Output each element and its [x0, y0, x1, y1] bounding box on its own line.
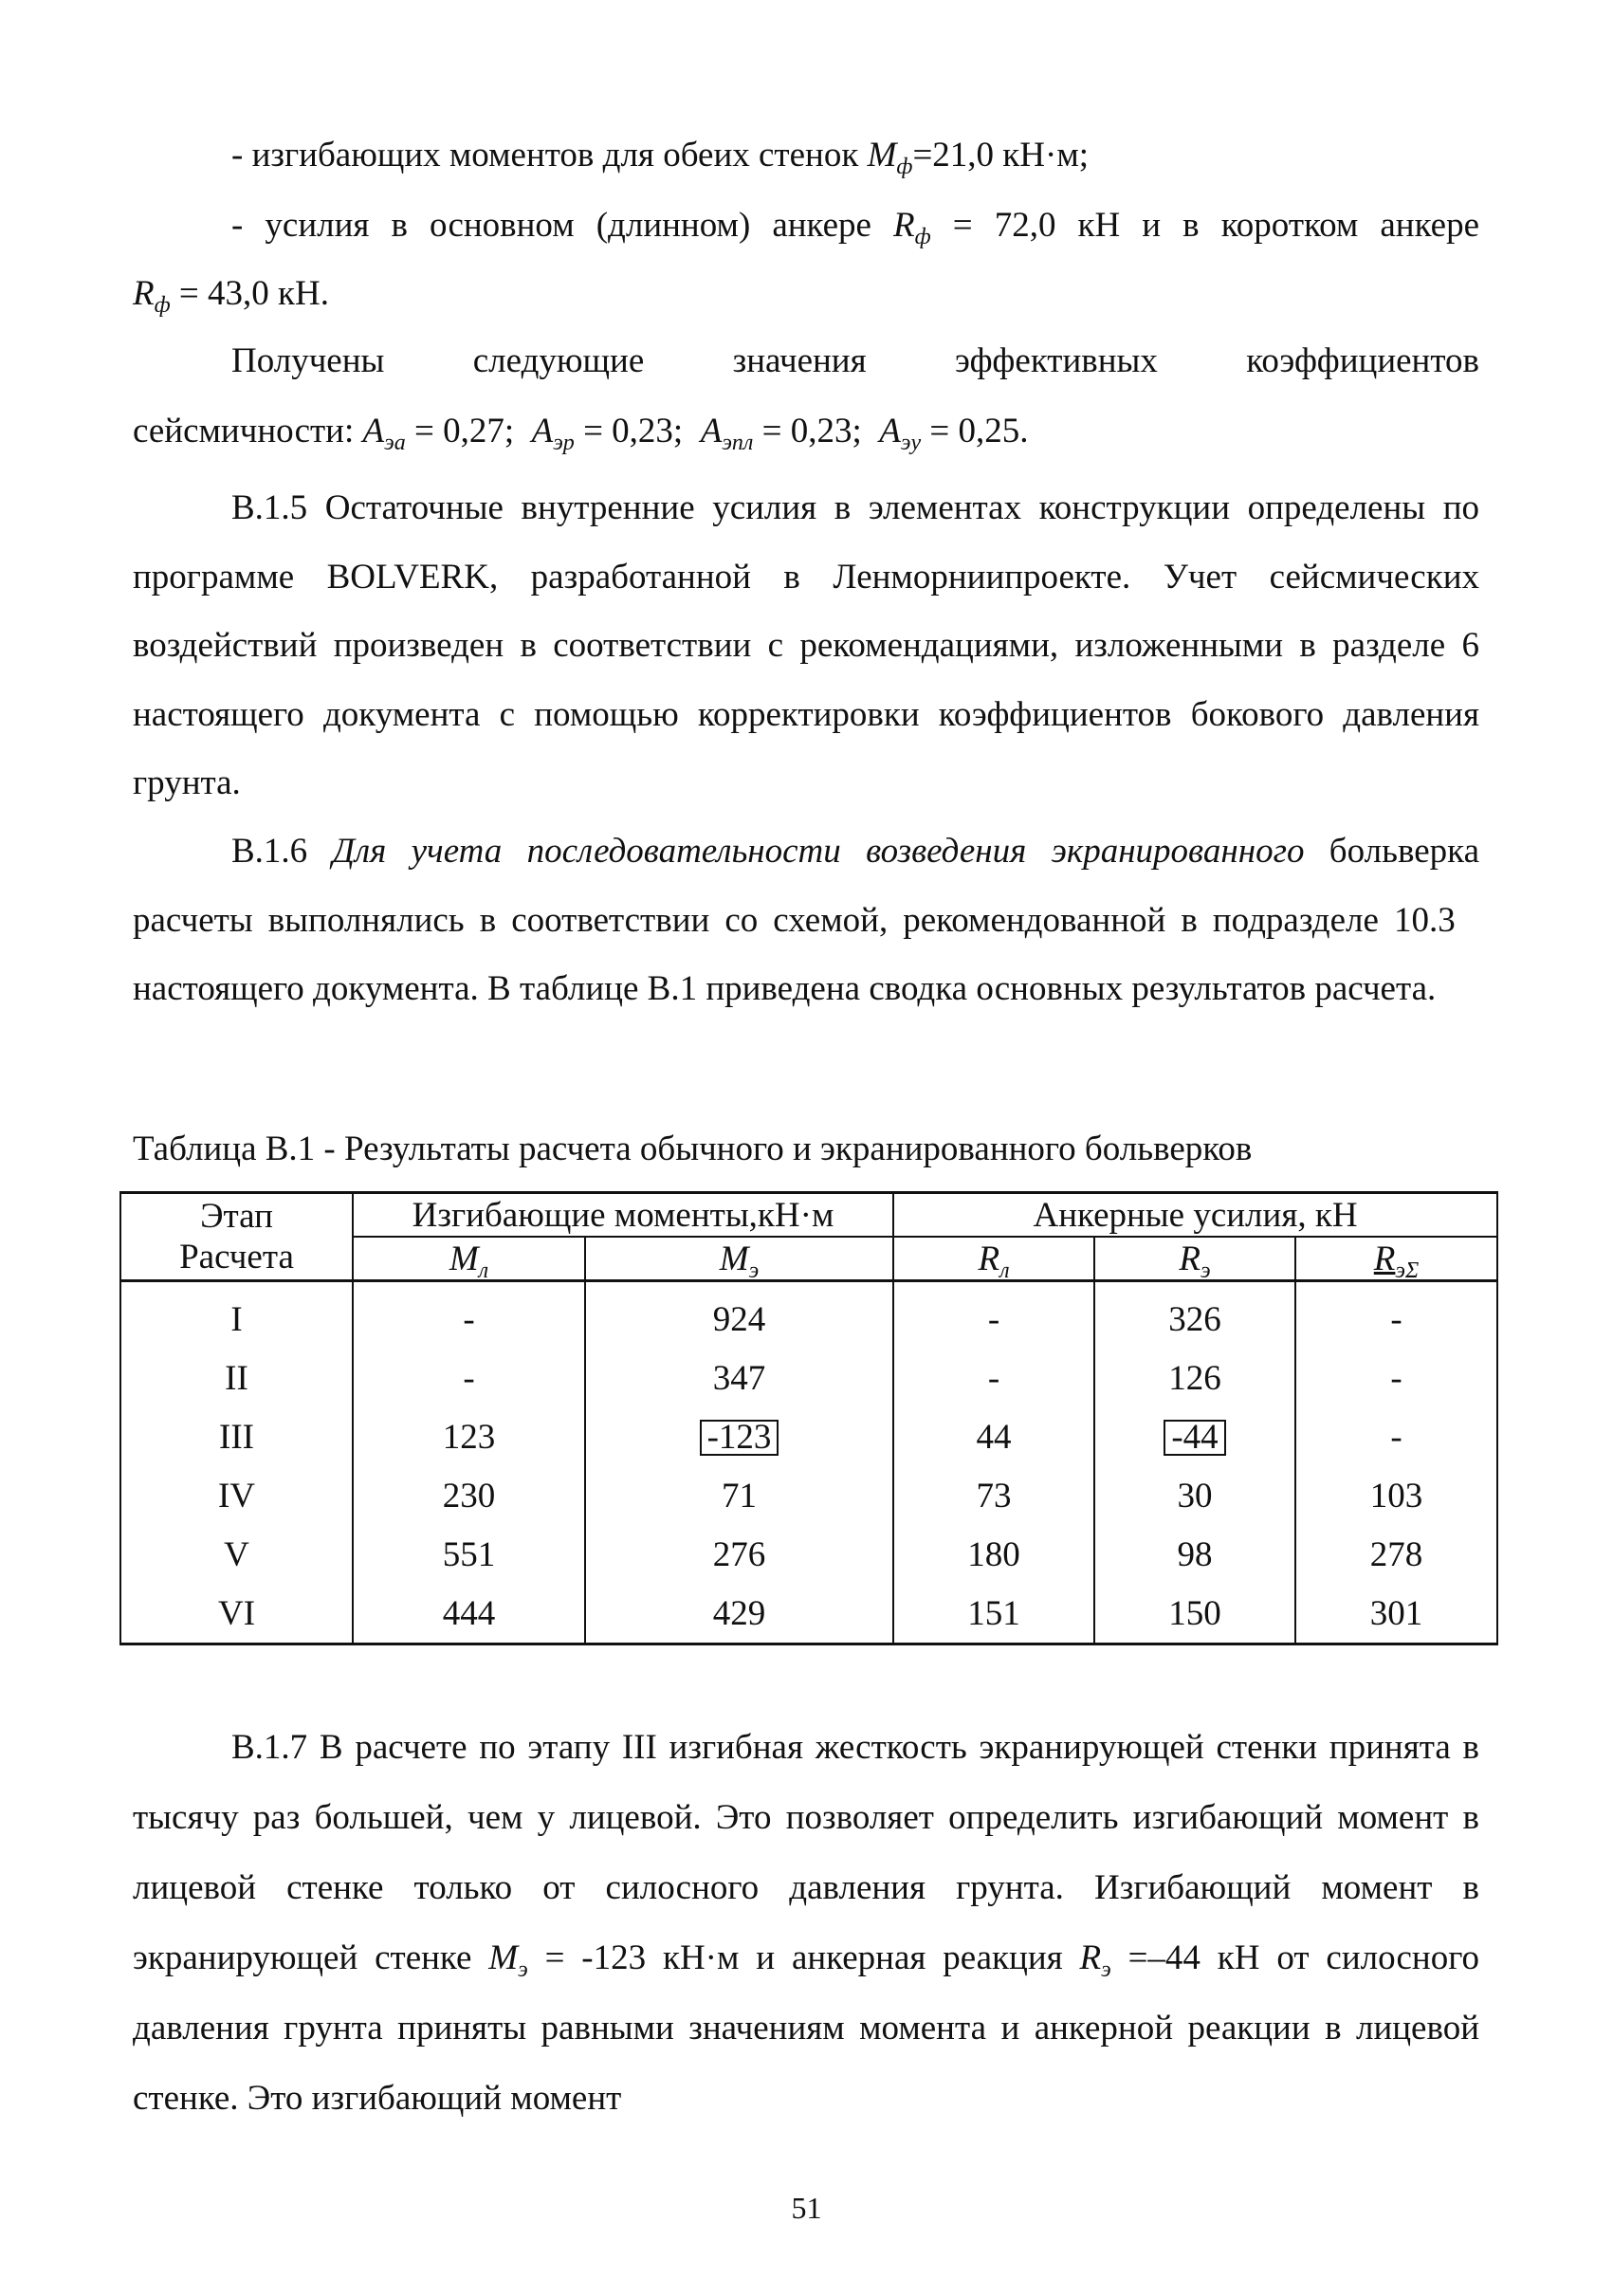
anchor-group-header: Анкерные усилия, кН	[893, 1193, 1497, 1238]
paragraph-moments: - изгибающих моментов для обеих стенок $М_ф=21,0$ кН·м;	[231, 136, 1090, 179]
paragraph-coefficients: Получены следующие значения эффективных коэффициентов сейсмичности: $А_{эа} = 0,27$; $А_{эр} = 0,23$; $А_{эпл} = 0,23$; $А_{эу} = 0,25$.	[133, 341, 1479, 455]
col-ml-header: $М_л$	[353, 1237, 585, 1281]
moments-group-header: Изгибающие моменты,кН·м	[353, 1193, 893, 1238]
table-row: IV 230 71 73 30 103	[120, 1466, 1497, 1525]
table-row: III 123 -123 44 -44 -	[120, 1407, 1497, 1466]
table-row: I - 924 - 326 -	[120, 1281, 1497, 1350]
paragraph-anchor-forces: - усилия в основном (длинном) анкере $R_ф = 72,0$ кН и в коротком анкере $R_ф = 43,0$ кН.	[133, 206, 1479, 318]
page-number: 51	[791, 2191, 822, 2225]
results-table	[119, 1191, 1498, 1645]
table-row: V 551 276 180 98 278	[120, 1525, 1497, 1584]
paragraph-b16: В.1.6 Для учета последовательности возведения экранированного больверка расчеты выполнялись в соответствии со схемой, рекомендованной в подразделе 10.3 настоящего документа. В таблице В.1 приведена сводка основных результатов расчета.	[133, 832, 1479, 1008]
col-rsum-header: $R_{э\Sigma}$	[1295, 1237, 1497, 1281]
stage-header: Этап Расчета	[120, 1193, 353, 1281]
boxed-value: -44	[1164, 1420, 1225, 1456]
table-row: VI 444 429 151 150 301	[120, 1584, 1497, 1644]
col-rl-header: $R_л$	[893, 1237, 1094, 1281]
col-me-header: $М_э$	[585, 1237, 893, 1281]
paragraph-b15: В.1.5 Остаточные внутренние усилия в элементах конструкции определены по программе BOLVERK, разработанной в Ленморниипроекте. Учет сейсмических воздействий произведен в соответствии с рекомендациями, изложенными в разделе 6 настоящего документа с помощью корректировки коэффициентов бокового давления грунта.	[133, 488, 1479, 802]
boxed-value: -123	[700, 1420, 779, 1456]
table-row: II - 347 - 126 -	[120, 1349, 1497, 1407]
col-re-header: $R_э$	[1094, 1237, 1295, 1281]
table-caption: Таблица В.1 - Результаты расчета обычного и экранированного больверков	[133, 1130, 1253, 1168]
paragraph-b17: В.1.7 В расчете по этапу III изгибная жесткость экранирующей стенки принята в тысячу раз большей, чем у лицевой. Это позволяет определить изгибающий момент в лицевой стенке только от силосного давления грунта. Изгибающий момент в экранирующей стенке $М_э = -123$ кН·м и анкерная реакция $R_э =-44$ кН от силосного давления грунта приняты равными значениям момента и анкерной реакции в лицевой стенке. Это изгибающий момент	[133, 1728, 1479, 2118]
